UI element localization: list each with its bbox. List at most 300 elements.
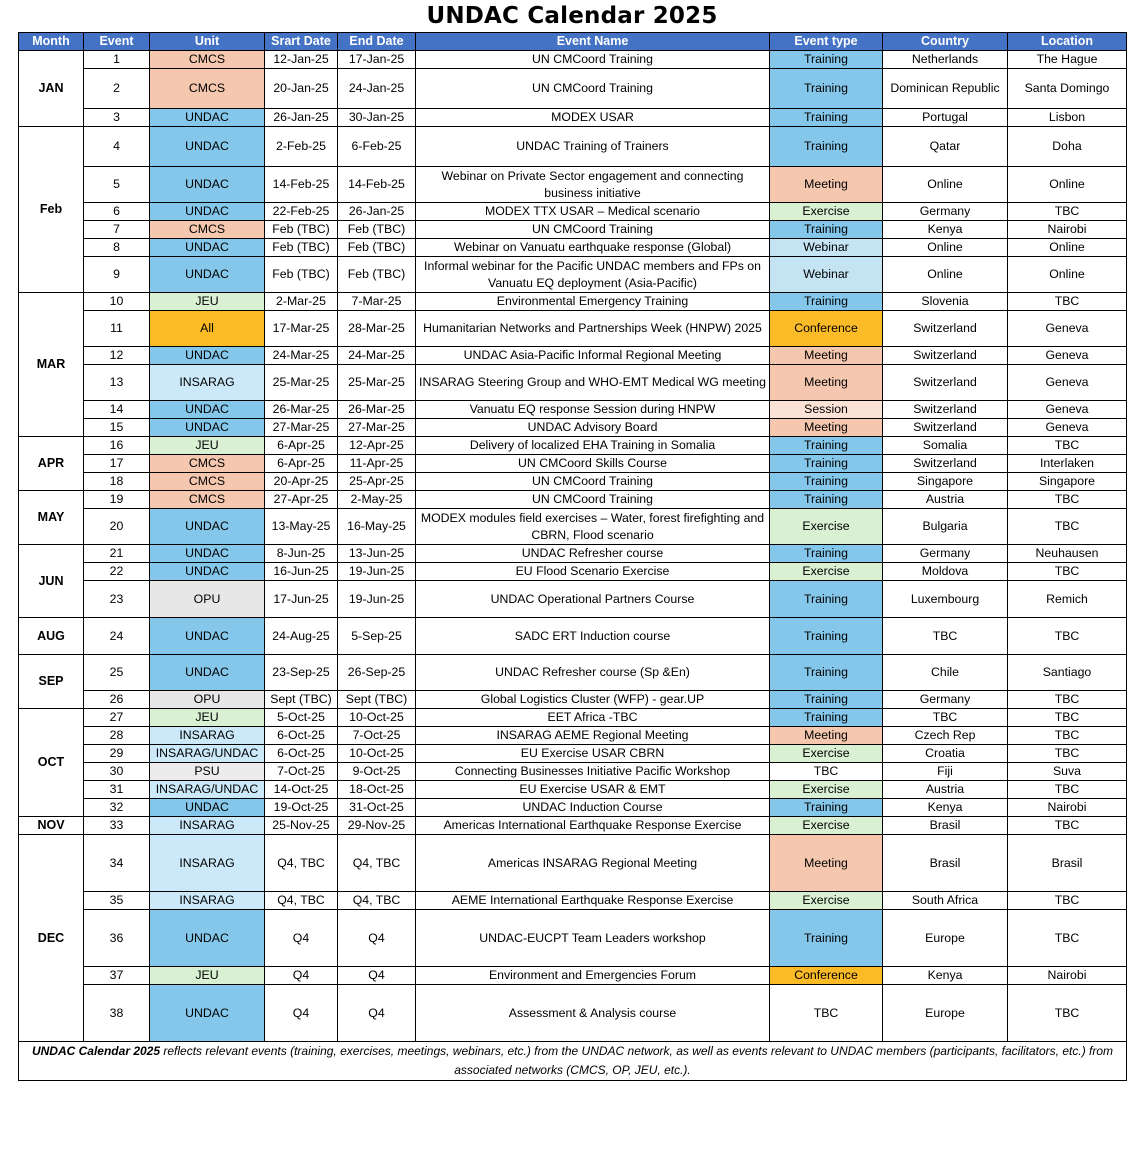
event-number-cell: 33: [84, 817, 150, 835]
end-date-cell: Feb (TBC): [338, 239, 416, 257]
month-cell: MAY: [19, 491, 84, 545]
event-number-cell: 22: [84, 563, 150, 581]
event-type-cell: Session: [770, 401, 883, 419]
table-row: [19, 581, 1127, 618]
event-type-cell: Training: [770, 691, 883, 709]
start-date-cell: 22-Feb-25: [265, 203, 338, 221]
end-date-cell: 14-Feb-25: [338, 167, 416, 203]
unit-cell: UNDAC: [150, 985, 265, 1042]
table-row: [19, 967, 1127, 985]
location-cell: The Hague: [1008, 51, 1127, 69]
event-number-cell: 15: [84, 419, 150, 437]
location-cell: Neuhausen: [1008, 545, 1127, 563]
event-number-cell: 5: [84, 167, 150, 203]
event-number-cell: 10: [84, 293, 150, 311]
table-row: [19, 618, 1127, 655]
table-row: [19, 311, 1127, 347]
country-cell: Online: [883, 167, 1008, 203]
unit-cell: INSARAG: [150, 892, 265, 910]
table-row: [19, 109, 1127, 127]
location-cell: TBC: [1008, 910, 1127, 967]
start-date-cell: 24-Mar-25: [265, 347, 338, 365]
start-date-cell: 25-Mar-25: [265, 365, 338, 401]
unit-cell: UNDAC: [150, 910, 265, 967]
country-cell: Brasil: [883, 835, 1008, 892]
event-name-cell: Webinar on Vanuatu earthquake response (Global): [416, 239, 770, 257]
table-row: [19, 51, 1127, 69]
footer-text: reflects relevant events (training, exercises, meetings, webinars, etc.) from the UNDAC network, as well as events relevant to UNDAC members (participants, facilitators, etc.) from associated networks (CMCS, OP, JEU, etc.).: [160, 1044, 1114, 1077]
event-number-cell: 13: [84, 365, 150, 401]
country-cell: Germany: [883, 691, 1008, 709]
end-date-cell: Q4: [338, 910, 416, 967]
start-date-cell: 25-Nov-25: [265, 817, 338, 835]
event-name-cell: UN CMCoord Training: [416, 491, 770, 509]
table-row: [19, 437, 1127, 455]
event-name-cell: Americas INSARAG Regional Meeting: [416, 835, 770, 892]
event-name-cell: UNDAC Training of Trainers: [416, 127, 770, 167]
event-number-cell: 21: [84, 545, 150, 563]
event-type-cell: Training: [770, 69, 883, 109]
country-cell: Kenya: [883, 221, 1008, 239]
event-type-cell: Training: [770, 491, 883, 509]
header-month: Month: [19, 33, 84, 51]
end-date-cell: 6-Feb-25: [338, 127, 416, 167]
unit-cell: UNDAC: [150, 618, 265, 655]
event-number-cell: 23: [84, 581, 150, 618]
start-date-cell: 17-Mar-25: [265, 311, 338, 347]
end-date-cell: 7-Oct-25: [338, 727, 416, 745]
start-date-cell: 27-Mar-25: [265, 419, 338, 437]
event-name-cell: Assessment & Analysis course: [416, 985, 770, 1042]
unit-cell: INSARAG: [150, 365, 265, 401]
location-cell: Santiago: [1008, 655, 1127, 691]
end-date-cell: 28-Mar-25: [338, 311, 416, 347]
event-number-cell: 24: [84, 618, 150, 655]
location-cell: Nairobi: [1008, 799, 1127, 817]
location-cell: TBC: [1008, 437, 1127, 455]
event-type-cell: Meeting: [770, 835, 883, 892]
event-type-cell: TBC: [770, 763, 883, 781]
end-date-cell: 18-Oct-25: [338, 781, 416, 799]
table-row: [19, 545, 1127, 563]
table-row: [19, 835, 1127, 892]
unit-cell: INSARAG: [150, 727, 265, 745]
footer-bold: UNDAC Calendar 2025: [31, 1044, 161, 1058]
location-cell: Online: [1008, 257, 1127, 293]
event-name-cell: UN CMCoord Training: [416, 69, 770, 109]
table-row: [19, 910, 1127, 967]
unit-cell: UNDAC: [150, 347, 265, 365]
event-number-cell: 20: [84, 509, 150, 545]
end-date-cell: 26-Jan-25: [338, 203, 416, 221]
country-cell: Moldova: [883, 563, 1008, 581]
month-cell: JUN: [19, 545, 84, 618]
start-date-cell: 6-Oct-25: [265, 727, 338, 745]
calendar-body: [19, 51, 1127, 1042]
table-row: [19, 365, 1127, 401]
page-title: UNDAC Calendar 2025: [426, 3, 718, 29]
location-cell: TBC: [1008, 691, 1127, 709]
country-cell: Singapore: [883, 473, 1008, 491]
start-date-cell: Q4: [265, 967, 338, 985]
event-number-cell: 16: [84, 437, 150, 455]
month-cell: DEC: [19, 835, 84, 1042]
event-number-cell: 4: [84, 127, 150, 167]
location-cell: TBC: [1008, 509, 1127, 545]
location-cell: Lisbon: [1008, 109, 1127, 127]
location-cell: TBC: [1008, 491, 1127, 509]
header-unit: Unit: [150, 33, 265, 51]
event-name-cell: UN CMCoord Training: [416, 51, 770, 69]
event-number-cell: 1: [84, 51, 150, 69]
table-row: [19, 419, 1127, 437]
start-date-cell: 26-Mar-25: [265, 401, 338, 419]
end-date-cell: 25-Mar-25: [338, 365, 416, 401]
start-date-cell: Feb (TBC): [265, 221, 338, 239]
table-row: [19, 203, 1127, 221]
unit-cell: All: [150, 311, 265, 347]
country-cell: Croatia: [883, 745, 1008, 763]
event-name-cell: Global Logistics Cluster (WFP) - gear.UP: [416, 691, 770, 709]
country-cell: TBC: [883, 709, 1008, 727]
end-date-cell: Feb (TBC): [338, 221, 416, 239]
end-date-cell: 17-Jan-25: [338, 51, 416, 69]
header-start-date: Srart Date: [265, 33, 338, 51]
event-name-cell: UNDAC Refresher course (Sp &En): [416, 655, 770, 691]
location-cell: Online: [1008, 239, 1127, 257]
location-cell: Nairobi: [1008, 221, 1127, 239]
unit-cell: UNDAC: [150, 109, 265, 127]
end-date-cell: 27-Mar-25: [338, 419, 416, 437]
table-row: [19, 401, 1127, 419]
event-type-cell: Training: [770, 618, 883, 655]
event-type-cell: Exercise: [770, 892, 883, 910]
footer-note: [19, 1042, 1127, 1081]
event-number-cell: 11: [84, 311, 150, 347]
month-cell: AUG: [19, 618, 84, 655]
event-type-cell: Exercise: [770, 563, 883, 581]
event-type-cell: Exercise: [770, 203, 883, 221]
location-cell: Santa Domingo: [1008, 69, 1127, 109]
event-name-cell: UNDAC Refresher course: [416, 545, 770, 563]
location-cell: TBC: [1008, 727, 1127, 745]
location-cell: Geneva: [1008, 401, 1127, 419]
footer-row: [19, 1042, 1127, 1081]
event-type-cell: Conference: [770, 311, 883, 347]
month-cell: JAN: [19, 51, 84, 127]
unit-cell: UNDAC: [150, 563, 265, 581]
start-date-cell: 20-Apr-25: [265, 473, 338, 491]
location-cell: TBC: [1008, 203, 1127, 221]
table-row: [19, 817, 1127, 835]
end-date-cell: 26-Sep-25: [338, 655, 416, 691]
table-row: [19, 509, 1127, 545]
end-date-cell: 26-Mar-25: [338, 401, 416, 419]
location-cell: TBC: [1008, 781, 1127, 799]
location-cell: TBC: [1008, 618, 1127, 655]
country-cell: Kenya: [883, 967, 1008, 985]
event-type-cell: Training: [770, 51, 883, 69]
country-cell: Portugal: [883, 109, 1008, 127]
event-number-cell: 31: [84, 781, 150, 799]
month-cell: Feb: [19, 127, 84, 293]
table-row: [19, 491, 1127, 509]
event-name-cell: Environmental Emergency Training: [416, 293, 770, 311]
month-cell: OCT: [19, 709, 84, 817]
event-name-cell: UN CMCoord Skills Course: [416, 455, 770, 473]
start-date-cell: 16-Jun-25: [265, 563, 338, 581]
header-country: Country: [883, 33, 1008, 51]
event-type-cell: Meeting: [770, 347, 883, 365]
event-name-cell: EU Exercise USAR CBRN: [416, 745, 770, 763]
event-type-cell: Exercise: [770, 817, 883, 835]
event-name-cell: INSARAG Steering Group and WHO-EMT Medical WG meeting: [416, 365, 770, 401]
event-name-cell: MODEX modules field exercises – Water, forest firefighting and CBRN, Flood scenario: [416, 509, 770, 545]
event-name-cell: EU Flood Scenario Exercise: [416, 563, 770, 581]
event-name-cell: Informal webinar for the Pacific UNDAC members and FPs on Vanuatu EQ deployment (Asia-Pacific): [416, 257, 770, 293]
start-date-cell: 5-Oct-25: [265, 709, 338, 727]
calendar-table: [18, 32, 1127, 1081]
start-date-cell: 6-Oct-25: [265, 745, 338, 763]
event-number-cell: 2: [84, 69, 150, 109]
event-number-cell: 38: [84, 985, 150, 1042]
end-date-cell: 10-Oct-25: [338, 745, 416, 763]
unit-cell: UNDAC: [150, 799, 265, 817]
location-cell: Suva: [1008, 763, 1127, 781]
start-date-cell: 7-Oct-25: [265, 763, 338, 781]
end-date-cell: Q4: [338, 967, 416, 985]
country-cell: Brasil: [883, 817, 1008, 835]
country-cell: Chile: [883, 655, 1008, 691]
event-name-cell: SADC ERT Induction course: [416, 618, 770, 655]
start-date-cell: 12-Jan-25: [265, 51, 338, 69]
end-date-cell: 19-Jun-25: [338, 581, 416, 618]
country-cell: South Africa: [883, 892, 1008, 910]
country-cell: Switzerland: [883, 401, 1008, 419]
unit-cell: INSARAG/UNDAC: [150, 745, 265, 763]
event-name-cell: UNDAC-EUCPT Team Leaders workshop: [416, 910, 770, 967]
country-cell: Switzerland: [883, 455, 1008, 473]
start-date-cell: 17-Jun-25: [265, 581, 338, 618]
event-name-cell: AEME International Earthquake Response Exercise: [416, 892, 770, 910]
event-type-cell: Training: [770, 655, 883, 691]
location-cell: Doha: [1008, 127, 1127, 167]
country-cell: Fiji: [883, 763, 1008, 781]
event-type-cell: Meeting: [770, 167, 883, 203]
table-row: [19, 799, 1127, 817]
country-cell: Switzerland: [883, 311, 1008, 347]
event-name-cell: UNDAC Asia-Pacific Informal Regional Meeting: [416, 347, 770, 365]
start-date-cell: Feb (TBC): [265, 257, 338, 293]
event-number-cell: 3: [84, 109, 150, 127]
event-type-cell: Training: [770, 709, 883, 727]
end-date-cell: 25-Apr-25: [338, 473, 416, 491]
event-type-cell: Exercise: [770, 781, 883, 799]
table-row: [19, 127, 1127, 167]
unit-cell: OPU: [150, 691, 265, 709]
event-type-cell: Training: [770, 910, 883, 967]
event-name-cell: EET Africa -TBC: [416, 709, 770, 727]
unit-cell: UNDAC: [150, 257, 265, 293]
country-cell: Switzerland: [883, 347, 1008, 365]
event-type-cell: Meeting: [770, 727, 883, 745]
country-cell: Somalia: [883, 437, 1008, 455]
event-number-cell: 14: [84, 401, 150, 419]
end-date-cell: 16-May-25: [338, 509, 416, 545]
start-date-cell: Q4, TBC: [265, 835, 338, 892]
location-cell: TBC: [1008, 817, 1127, 835]
event-number-cell: 18: [84, 473, 150, 491]
location-cell: TBC: [1008, 293, 1127, 311]
month-cell: NOV: [19, 817, 84, 835]
table-row: [19, 691, 1127, 709]
country-cell: Austria: [883, 781, 1008, 799]
event-type-cell: TBC: [770, 985, 883, 1042]
unit-cell: CMCS: [150, 473, 265, 491]
event-type-cell: Meeting: [770, 419, 883, 437]
table-row: [19, 455, 1127, 473]
location-cell: TBC: [1008, 745, 1127, 763]
start-date-cell: 27-Apr-25: [265, 491, 338, 509]
location-cell: Singapore: [1008, 473, 1127, 491]
unit-cell: JEU: [150, 709, 265, 727]
event-number-cell: 32: [84, 799, 150, 817]
event-name-cell: INSARAG AEME Regional Meeting: [416, 727, 770, 745]
event-name-cell: UN CMCoord Training: [416, 221, 770, 239]
table-row: [19, 781, 1127, 799]
table-row: [19, 892, 1127, 910]
event-number-cell: 34: [84, 835, 150, 892]
event-number-cell: 36: [84, 910, 150, 967]
end-date-cell: 10-Oct-25: [338, 709, 416, 727]
unit-cell: UNDAC: [150, 401, 265, 419]
event-type-cell: Exercise: [770, 509, 883, 545]
event-type-cell: Meeting: [770, 365, 883, 401]
event-type-cell: Training: [770, 581, 883, 618]
unit-cell: PSU: [150, 763, 265, 781]
start-date-cell: 2-Feb-25: [265, 127, 338, 167]
end-date-cell: 19-Jun-25: [338, 563, 416, 581]
unit-cell: UNDAC: [150, 167, 265, 203]
location-cell: TBC: [1008, 985, 1127, 1042]
event-type-cell: Webinar: [770, 239, 883, 257]
unit-cell: UNDAC: [150, 419, 265, 437]
start-date-cell: 2-Mar-25: [265, 293, 338, 311]
end-date-cell: 24-Mar-25: [338, 347, 416, 365]
start-date-cell: 6-Apr-25: [265, 437, 338, 455]
country-cell: Germany: [883, 203, 1008, 221]
event-number-cell: 7: [84, 221, 150, 239]
event-number-cell: 35: [84, 892, 150, 910]
table-row: [19, 763, 1127, 781]
table-row: [19, 69, 1127, 109]
unit-cell: CMCS: [150, 69, 265, 109]
start-date-cell: Q4: [265, 985, 338, 1042]
table-row: [19, 239, 1127, 257]
start-date-cell: 6-Apr-25: [265, 455, 338, 473]
header-location: Location: [1008, 33, 1127, 51]
country-cell: Czech Rep: [883, 727, 1008, 745]
unit-cell: UNDAC: [150, 127, 265, 167]
event-type-cell: Webinar: [770, 257, 883, 293]
unit-cell: JEU: [150, 293, 265, 311]
location-cell: Geneva: [1008, 311, 1127, 347]
country-cell: Europe: [883, 985, 1008, 1042]
table-row: [19, 745, 1127, 763]
table-row: [19, 727, 1127, 745]
month-cell: SEP: [19, 655, 84, 709]
table-row: [19, 563, 1127, 581]
event-type-cell: Exercise: [770, 745, 883, 763]
end-date-cell: 24-Jan-25: [338, 69, 416, 109]
event-type-cell: Training: [770, 109, 883, 127]
unit-cell: CMCS: [150, 221, 265, 239]
event-type-cell: Training: [770, 473, 883, 491]
table-row: [19, 167, 1127, 203]
country-cell: Switzerland: [883, 365, 1008, 401]
event-name-cell: UNDAC Operational Partners Course: [416, 581, 770, 618]
end-date-cell: 11-Apr-25: [338, 455, 416, 473]
country-cell: Europe: [883, 910, 1008, 967]
event-number-cell: 19: [84, 491, 150, 509]
country-cell: Online: [883, 257, 1008, 293]
event-number-cell: 6: [84, 203, 150, 221]
location-cell: TBC: [1008, 709, 1127, 727]
start-date-cell: 13-May-25: [265, 509, 338, 545]
start-date-cell: 14-Oct-25: [265, 781, 338, 799]
end-date-cell: 7-Mar-25: [338, 293, 416, 311]
start-date-cell: 24-Aug-25: [265, 618, 338, 655]
event-name-cell: MODEX TTX USAR – Medical scenario: [416, 203, 770, 221]
country-cell: Austria: [883, 491, 1008, 509]
event-type-cell: Training: [770, 293, 883, 311]
country-cell: Qatar: [883, 127, 1008, 167]
unit-cell: CMCS: [150, 491, 265, 509]
end-date-cell: 12-Apr-25: [338, 437, 416, 455]
event-name-cell: Humanitarian Networks and Partnerships Week (HNPW) 2025: [416, 311, 770, 347]
table-row: [19, 347, 1127, 365]
location-cell: Geneva: [1008, 419, 1127, 437]
header-end-date: End Date: [338, 33, 416, 51]
country-cell: Kenya: [883, 799, 1008, 817]
unit-cell: INSARAG: [150, 835, 265, 892]
event-type-cell: Training: [770, 127, 883, 167]
location-cell: Brasil: [1008, 835, 1127, 892]
start-date-cell: 20-Jan-25: [265, 69, 338, 109]
location-cell: Geneva: [1008, 347, 1127, 365]
unit-cell: UNDAC: [150, 509, 265, 545]
start-date-cell: 14-Feb-25: [265, 167, 338, 203]
country-cell: Netherlands: [883, 51, 1008, 69]
location-cell: Interlaken: [1008, 455, 1127, 473]
start-date-cell: Feb (TBC): [265, 239, 338, 257]
unit-cell: JEU: [150, 437, 265, 455]
event-name-cell: EU Exercise USAR & EMT: [416, 781, 770, 799]
end-date-cell: 5-Sep-25: [338, 618, 416, 655]
unit-cell: CMCS: [150, 455, 265, 473]
table-row: [19, 221, 1127, 239]
end-date-cell: Q4, TBC: [338, 835, 416, 892]
end-date-cell: 30-Jan-25: [338, 109, 416, 127]
event-number-cell: 26: [84, 691, 150, 709]
event-name-cell: Vanuatu EQ response Session during HNPW: [416, 401, 770, 419]
event-name-cell: UNDAC Advisory Board: [416, 419, 770, 437]
event-type-cell: Training: [770, 437, 883, 455]
location-cell: Nairobi: [1008, 967, 1127, 985]
end-date-cell: Feb (TBC): [338, 257, 416, 293]
start-date-cell: Q4, TBC: [265, 892, 338, 910]
country-cell: Switzerland: [883, 419, 1008, 437]
